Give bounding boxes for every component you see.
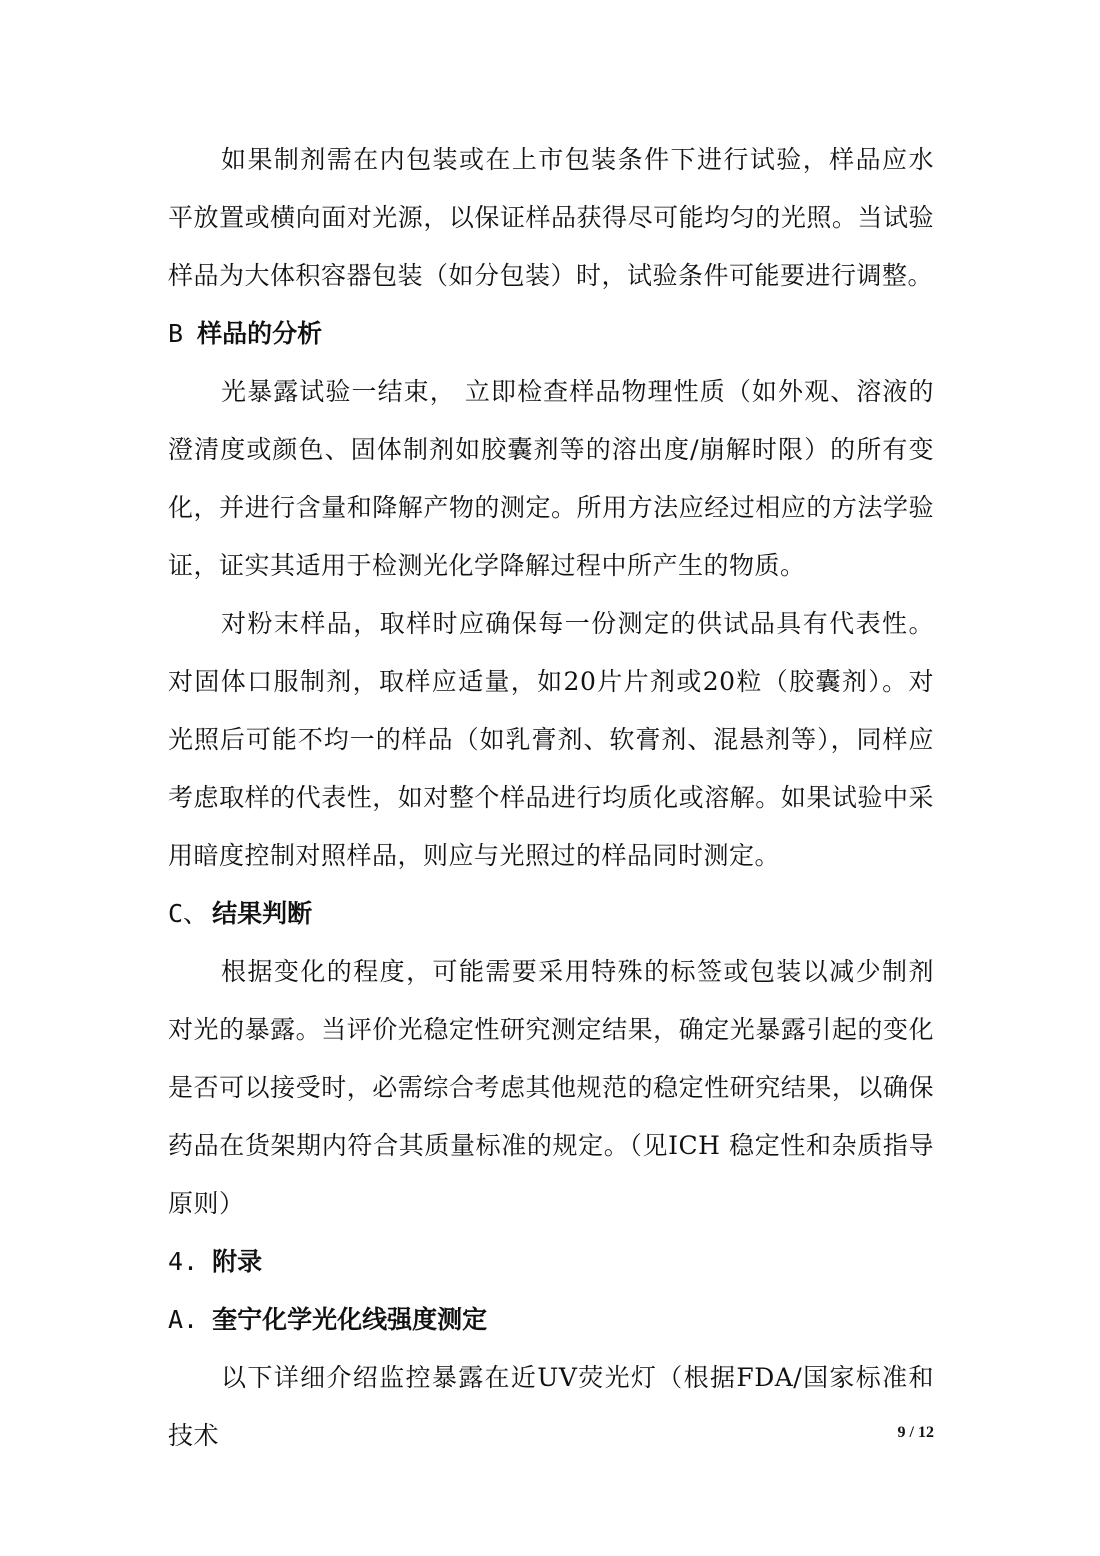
paragraph-packaging-conditions: 如果制剂需在内包装或在上市包装条件下进行试验，样品应水平放置或横向面对光源，以保证样品获得尽可能均匀的光照。当试验样品为大体积容器包装（如分包装）时，试验条件可能要进行调整。 <box>168 145 934 290</box>
section-label: 4. <box>168 1247 199 1276</box>
paragraph-appendix-intro: 以下详细介绍监控暴露在近UV荧光灯（根据FDA/国家标准和技术 <box>168 1363 934 1450</box>
section-heading-sample-analysis <box>168 305 934 363</box>
section-label: C、 <box>168 899 209 928</box>
page-content <box>168 131 934 1465</box>
section-title: 结果判断 <box>212 899 313 928</box>
section-label: A. <box>168 1305 199 1334</box>
section-heading-result-judgment <box>168 885 934 943</box>
paragraph-sampling: 对粉末样品，取样时应确保每一份测定的供试品具有代表性。对固体口服制剂，取样应适量，如20片片剂或20粒（胶囊剂）。对光照后可能不均一的样品（如乳膏剂、软膏剂、混悬剂等），同样应考虑取样的代表性，如对整个样品进行均质化或溶解。如果试验中采用暗度控制对照样品，则应与光照过的样品同时测定。 <box>168 609 934 870</box>
section-heading-quinine-actinometry <box>168 1291 934 1349</box>
page-number: 9 / 12 <box>897 1424 934 1441</box>
section-heading-appendix <box>168 1233 934 1291</box>
section-title: 附录 <box>212 1247 263 1276</box>
section-title: 样品的分析 <box>197 319 323 348</box>
paragraph-result-evaluation: 根据变化的程度，可能需要采用特殊的标签或包装以减少制剂对光的暴露。当评价光稳定性研究测定结果，确定光暴露引起的变化是否可以接受时，必需综合考虑其他规范的稳定性研究结果，以确保药品在货架期内符合其质量标准的规定。（见ICH 稳定性和杂质指导原则） <box>168 957 934 1218</box>
section-title: 奎宁化学光化线强度测定 <box>212 1305 488 1334</box>
section-label: B <box>168 319 184 348</box>
paragraph-post-exposure-testing: 光暴露试验一结束， 立即检查样品物理性质（如外观、溶液的澄清度或颜色、固体制剂如胶囊剂等的溶出度/崩解时限）的所有变化，并进行含量和降解产物的测定。所用方法应经过相应的方法学验证，证实其适用于检测光化学降解过程中所产生的物质。 <box>168 377 934 580</box>
